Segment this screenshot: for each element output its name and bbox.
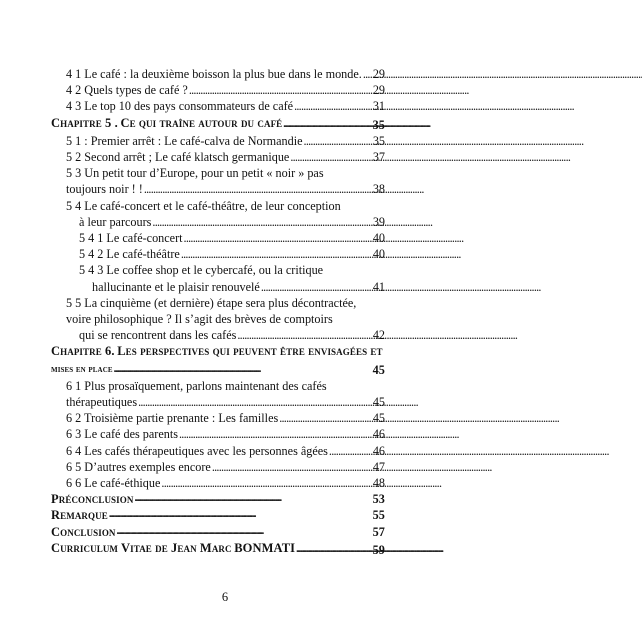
toc-entry-title: 6 5 D’autres exemples encore — [66, 459, 211, 474]
toc-entry-title: 6 4 Les cafés thérapeutiques avec les personnes âgées — [66, 443, 328, 458]
chapter-heading — [51, 115, 385, 133]
leader-dots — [134, 491, 371, 507]
toc-entry — [51, 246, 385, 262]
leader-dots — [144, 181, 372, 197]
chapter-name: Les perspectives qui peuvent être envisagées et — [117, 344, 383, 359]
leader-dots — [212, 459, 372, 475]
toc-entry-line: 5 4 3 Le coffee shop et le cybercafé, ou la critique — [79, 263, 324, 278]
leader-dots — [109, 507, 372, 523]
leader-dots — [283, 117, 371, 133]
toc-entry-line: voire philosophique ? Il s’agit des brèves de comptoirs — [66, 312, 333, 327]
cv-name: BONMATI — [234, 540, 296, 555]
leader-dots — [329, 443, 372, 459]
toc-entry-title: 5 4 2 Le café-théâtre — [79, 247, 180, 262]
leader-dots — [304, 133, 372, 149]
toc-entry-title: thérapeutiques — [66, 395, 138, 410]
toc-entry-page: 45 — [372, 411, 385, 426]
toc-entry-page: 46 — [372, 427, 385, 442]
toc-entry — [51, 327, 385, 343]
chapter-heading — [51, 362, 385, 378]
leader-dots — [237, 327, 371, 343]
toc-entry — [51, 410, 385, 426]
toc-entry-title: 6 3 Le café des parents — [66, 427, 179, 442]
toc-entry-page: 35 — [372, 133, 385, 148]
toc-entry-title: 4 2 Quels types de café ? — [66, 83, 188, 98]
toc-entry-page: 29 — [372, 67, 385, 81]
toc-entry-page: 45 — [372, 362, 385, 377]
toc-entry — [51, 66, 385, 82]
toc-entry — [51, 443, 385, 459]
toc-entry — [51, 133, 385, 149]
leader-dots — [114, 362, 372, 378]
toc-entry-page: 59 — [372, 542, 385, 557]
toc-entry-title: 6 6 Le café-éthique — [66, 476, 161, 491]
toc-entry — [51, 475, 385, 491]
leader-dots — [363, 66, 372, 82]
toc-entry-page: 40 — [372, 247, 385, 262]
leader-dots — [261, 279, 372, 295]
toc-entry-page: 37 — [372, 150, 385, 165]
leader-dots — [138, 394, 372, 410]
toc-entry-page: 53 — [372, 492, 385, 507]
toc-entry-line: 6 1 Plus prosaïquement, parlons maintenant des cafés — [66, 378, 327, 393]
section-heading — [51, 540, 385, 558]
toc-entry-page: 38 — [372, 182, 385, 197]
toc-entry-page: 46 — [372, 443, 385, 458]
section-heading — [51, 507, 385, 523]
toc-entry-page: 45 — [372, 395, 385, 410]
toc-entry — [51, 82, 385, 98]
toc-entry — [51, 394, 385, 410]
leader-dots — [179, 426, 372, 442]
toc-entry-title: hallucinante et le plaisir renouvelé — [92, 279, 260, 294]
leader-dots — [294, 98, 372, 114]
toc-entry-title: 6 2 Troisième partie prenante : Les familles — [66, 411, 279, 426]
chapter-name: Ce qui traîne autour du café — [120, 115, 283, 130]
section-title — [51, 540, 295, 558]
toc-entry-title: à leur parcours — [79, 214, 152, 229]
toc-entry-title: 5 2 Second arrêt ; Le café klatsch germanique — [66, 150, 290, 165]
leader-dots — [117, 524, 372, 540]
toc-entry-line: 5 3 Un petit tour d’Europe, pour un petit « noir » pas — [66, 166, 324, 181]
chapter-label: Chapitre 6. — [51, 344, 115, 359]
leader-dots — [161, 475, 371, 491]
chapter-title — [51, 115, 282, 133]
chapter-label: Chapitre 5 . — [51, 115, 118, 130]
section-title: Préconclusion — [51, 492, 134, 507]
toc-entry — [51, 214, 385, 230]
toc-entry-title: qui se rencontrent dans les cafés — [79, 328, 237, 343]
toc-entry-line: 5 4 Le café-concert et le café-théâtre, de leur conception — [66, 198, 341, 213]
toc-entry-title: 5 4 1 Le café-concert — [79, 231, 183, 246]
leader-dots — [181, 246, 372, 262]
toc-entry-page: 48 — [372, 476, 385, 491]
toc-entry-page: 55 — [372, 508, 385, 523]
leader-dots — [184, 230, 372, 246]
toc-entry — [51, 181, 385, 197]
toc-entry-title: 4 1 Le café : la deuxième boisson la plus bue dans le monde. — [66, 67, 362, 81]
toc-entry-page: 42 — [372, 328, 385, 343]
toc-entry — [51, 230, 385, 246]
leader-dots — [189, 82, 372, 98]
section-title: Remarque — [51, 508, 108, 523]
section-heading — [51, 524, 385, 540]
toc-entry — [51, 459, 385, 475]
toc-entry — [51, 426, 385, 442]
toc-entry-page: 41 — [372, 279, 385, 294]
toc-entry-page: 29 — [372, 83, 385, 98]
toc-entry — [51, 279, 385, 295]
toc-entry-page: 57 — [372, 524, 385, 539]
leader-dots — [290, 149, 371, 165]
table-of-contents — [51, 66, 385, 558]
toc-entry — [51, 149, 385, 165]
cv-title: Curriculum Vitae de Jean Marc — [51, 540, 232, 555]
leader-dots — [279, 410, 372, 426]
toc-entry-page: 35 — [372, 117, 385, 132]
toc-entry-page: 31 — [372, 99, 385, 114]
toc-entry-line: 5 5 La cinquième (et dernière) étape sera plus décontractée, — [66, 295, 357, 310]
section-title: Conclusion — [51, 524, 116, 539]
chapter-heading-line — [51, 343, 385, 361]
toc-entry-page: 40 — [372, 231, 385, 246]
leader-dots — [152, 214, 371, 230]
leader-dots — [296, 542, 371, 558]
page-number: 6 — [221, 590, 229, 604]
toc-entry-page: 47 — [372, 459, 385, 474]
toc-entry-title: 5 1 : Premier arrêt : Le café-calva de Normandie — [66, 133, 303, 148]
section-heading — [51, 491, 385, 507]
toc-entry-title: toujours noir ! ! — [66, 182, 143, 197]
chapter-title: mises en place — [51, 363, 113, 375]
toc-entry — [51, 98, 385, 114]
toc-entry-page: 39 — [372, 214, 385, 229]
toc-entry-title: 4 3 Le top 10 des pays consommateurs de café — [66, 99, 294, 114]
